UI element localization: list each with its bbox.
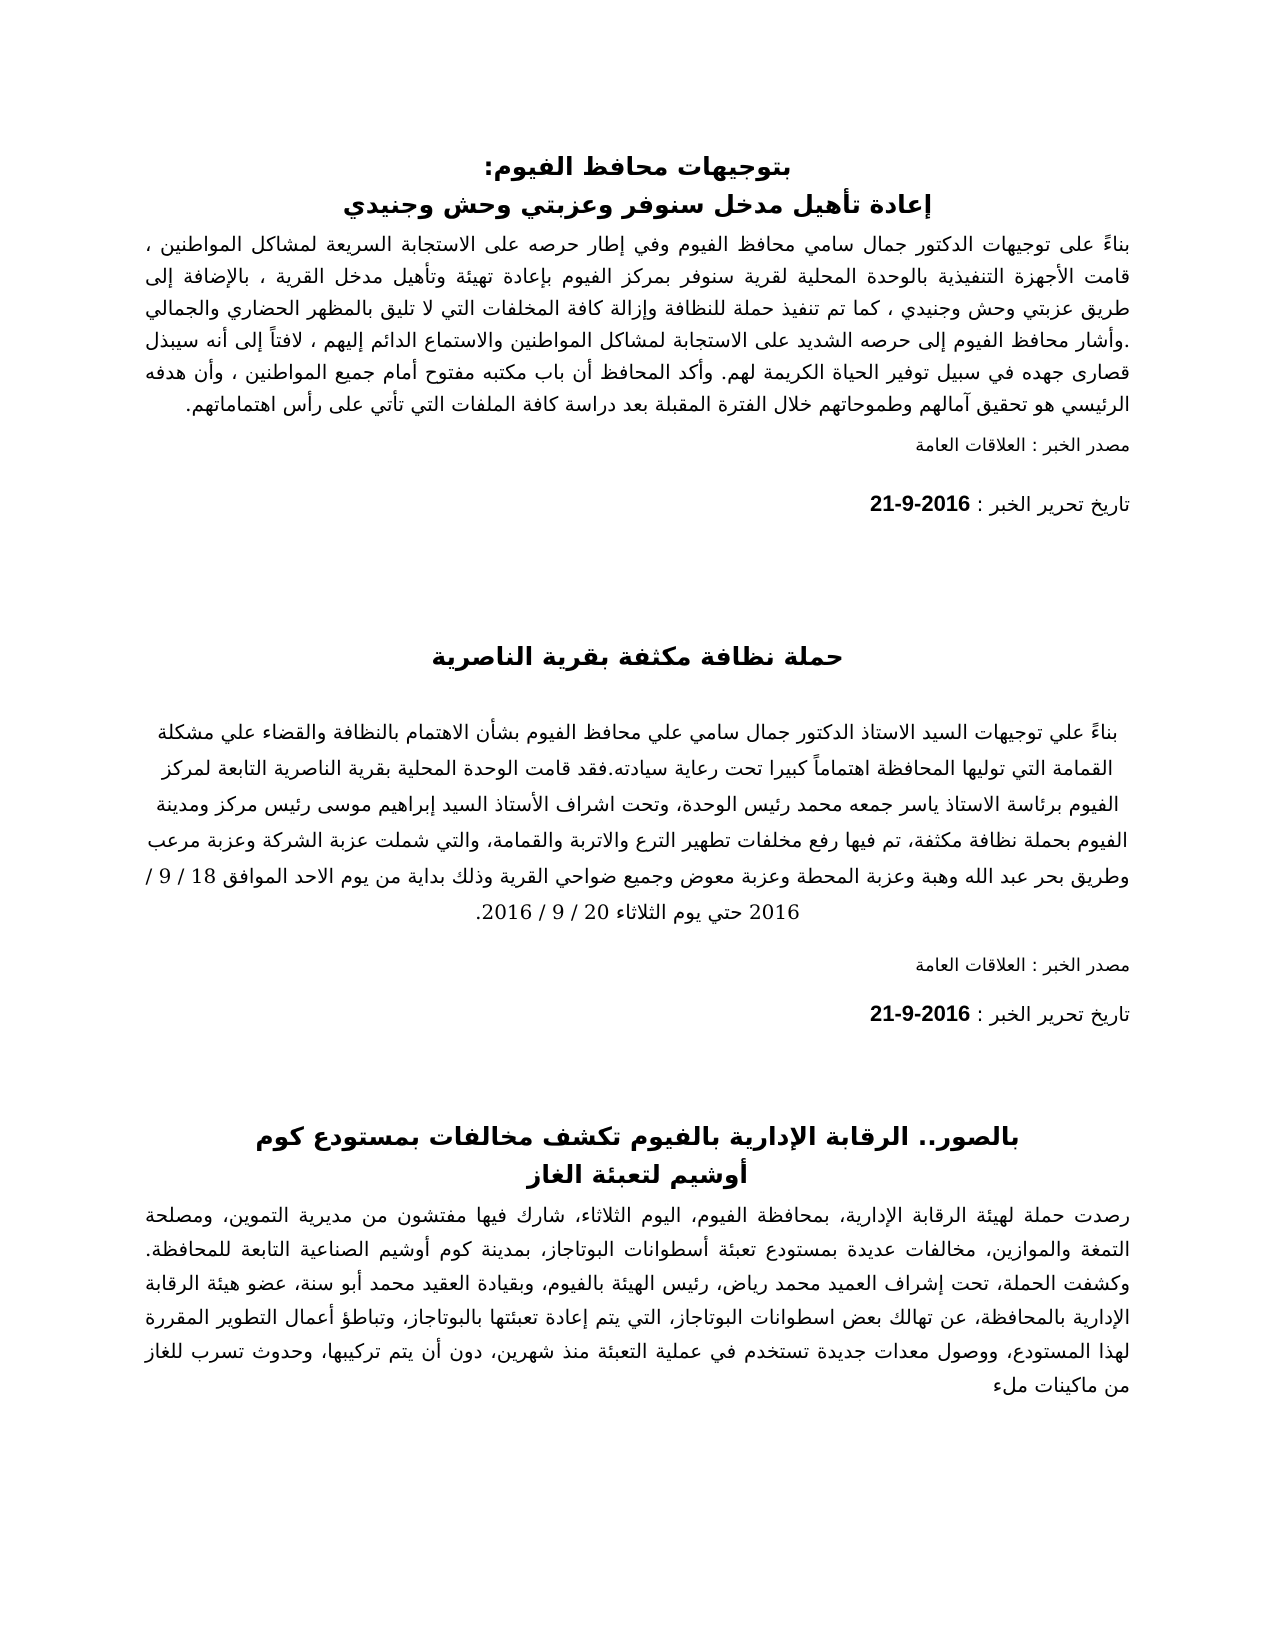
- article-3-title: بالصور.. الرقابة الإدارية بالفيوم تكشف مخالفات بمستودع كوم أوشيم لتعبئة الغاز: [255, 1122, 1020, 1189]
- article-2-title: حملة نظافة مكثفة بقرية الناصرية: [431, 642, 844, 671]
- article-1-date: [145, 490, 1130, 518]
- article-2-date-value: 21-9-2016: [869, 1001, 971, 1026]
- article-1-title-line2: إعادة تأهيل مدخل سنوفر وعزبتي وحش وجنيدي: [342, 190, 933, 219]
- article-2-body: بناءً علي توجيهات السيد الاستاذ الدكتور جمال سامي علي محافظ الفيوم بشأن الاهتمام بالنظافة والقضاء علي مشكلة القمامة التي توليها المحافظة اهتماماً كبيرا تحت رعاية سيادته.فقد قامت الوحدة المحلية بقرية الناصرية التابعة لمركز الفيوم برئاسة الاستاذ ياسر جمعه محمد رئيس الوحدة، وتحت اشراف الأستاذ السيد إبراهيم موسى رئيس مركز ومدينة الفيوم بحملة نظافة مكثفة، تم فيها رفع مخلفات تطهير الترع والاتربة والقمامة، والتي شملت عزبة الشركة وعزبة مرعب وطريق بحر عبد الله وهبة وعزبة المحطة وعزبة معوض وجميع ضواحي القرية وذلك بداية من يوم الاحد الموافق 18 / 9 / 2016 حتي يوم الثلاثاء 20 / 9 / 2016.: [145, 720, 1130, 924]
- article-1: [145, 148, 1130, 518]
- article-1-body: بناءً على توجيهات الدكتور جمال سامي محافظ الفيوم وفي إطار حرصه على الاستجابة السريعة لمشاكل المواطنين ، قامت الأجهزة التنفيذية بالوحدة المحلية لقرية سنوفر بمركز الفيوم بإعادة تهيئة وتأهيل مدخل القرية ، بالإضافة إلى طريق عزبتي وحش وجنيدي ، كما تم تنفيذ حملة للنظافة وإزالة كافة المخلفات التي لا تليق بالمظهر الحضاري والجمالي .وأشار محافظ الفيوم إلى حرصه الشديد على الاستجابة لمشاكل المواطنين والاستماع الدائم إليهم ، لافتاً إلى أنه سيبذل قصارى جهده في سبيل توفير الحياة الكريمة لهم. وأكد المحافظ أن باب مكتبه مفتوح أمام جميع المواطنين ، وأن هدفه الرئيسي هو تحقيق آمالهم وطموحاتهم خلال الفترة المقبلة بعد دراسة كافة الملفات التي تأتي على رأس اهتماماتهم.: [145, 232, 1131, 416]
- article-2-source: مصدر الخبر : العلاقات العامة: [915, 955, 1130, 976]
- article-1-date-value: 21-9-2016: [869, 491, 971, 516]
- article-3: [145, 1118, 1130, 1402]
- article-1-date-label: تاريخ تحرير الخبر :: [970, 492, 1130, 516]
- article-2-date: [145, 1000, 1130, 1028]
- article-3-body: رصدت حملة لهيئة الرقابة الإدارية، بمحافظة الفيوم، اليوم الثلاثاء، شارك فيها مفتشون من مديرية التموين، ومصلحة التمغة والموازين، مخالفات عديدة بمستودع تعبئة أسطوانات البوتاجاز، بمدينة كوم أوشيم الصناعية التابعة للمحافظة. وكشفت الحملة، تحت إشراف العميد محمد رياض، رئيس الهيئة بالفيوم، وبقيادة العقيد محمد أبو سنة، عضو هيئة الرقابة الإدارية بالمحافظة، عن تهالك بعض اسطوانات البوتاجاز، التي يتم إعادة تعبئتها بالبوتاجاز، وتباطؤ أعمال التطوير المقررة لهذا المستودع، ووصول معدات جديدة تستخدم في عملية التعبئة منذ شهرين، دون أن يتم تركيبها، وحدوث تسرب للغاز من ماكينات ملء: [145, 1203, 1130, 1397]
- article-1-title-line1: بتوجيهات محافظ الفيوم:: [483, 152, 792, 181]
- article-2: [145, 638, 1130, 1028]
- article-1-source: مصدر الخبر : العلاقات العامة: [915, 435, 1130, 456]
- article-2-date-label: تاريخ تحرير الخبر :: [970, 1002, 1130, 1026]
